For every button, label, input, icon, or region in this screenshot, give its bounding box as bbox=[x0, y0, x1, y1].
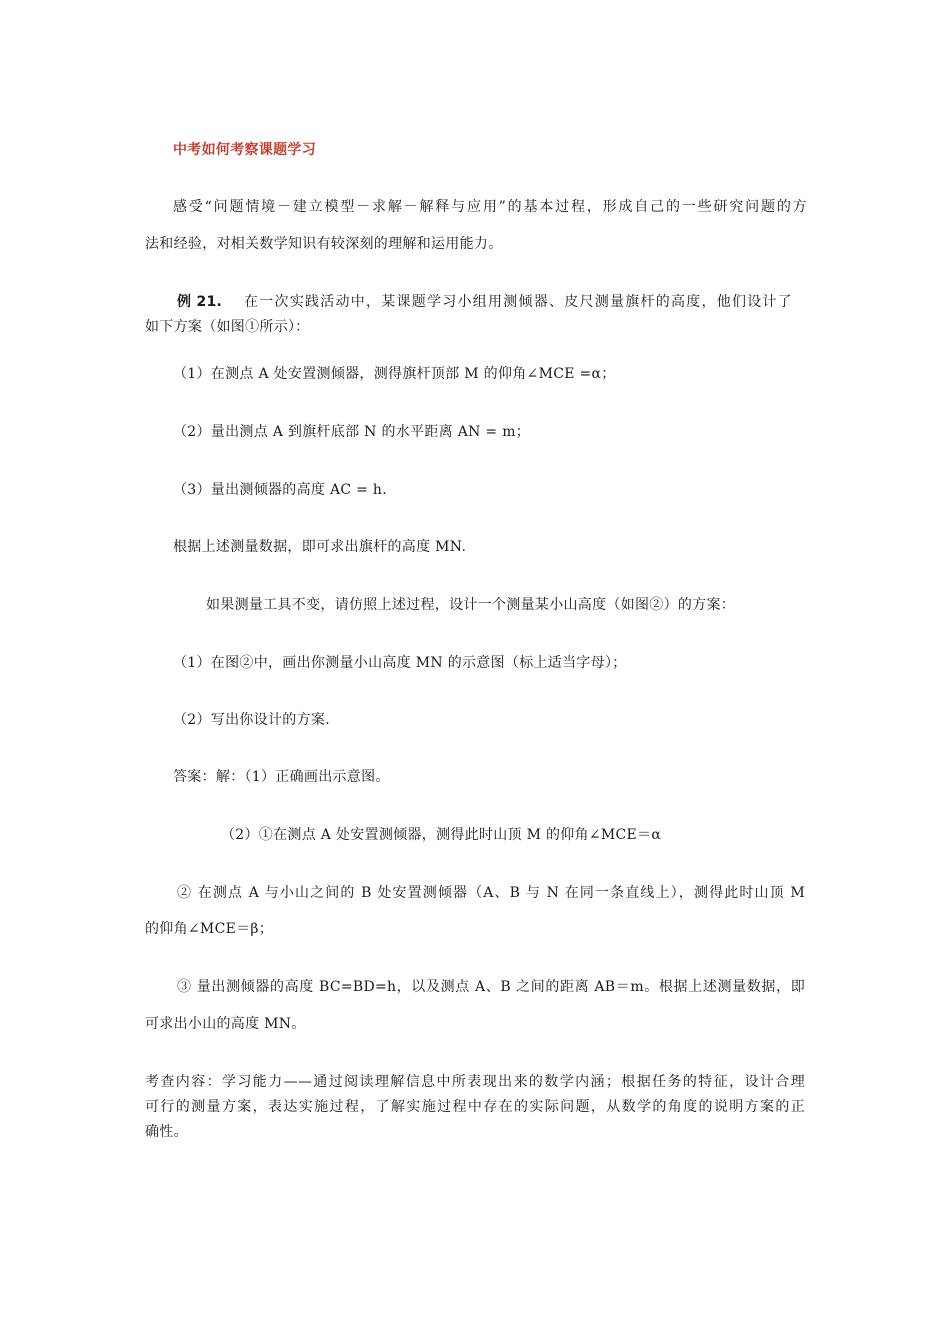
example-label: 例 21. bbox=[177, 294, 223, 310]
example-line-2: 如下方案（如图①所示）： bbox=[145, 319, 310, 335]
answer-line-1: 答案：解：（1）正确画出示意图。 bbox=[173, 769, 390, 785]
answer-line-2: （2）①在测点 A 处安置测倾器，测得此时山顶 M 的仰角∠MCE＝α bbox=[221, 827, 662, 843]
exam-content-line-3: 确性。 bbox=[145, 1124, 188, 1140]
example-task-1: （1）在图②中，画出你测量小山高度 MN 的示意图（标上适当字母）； bbox=[173, 655, 627, 671]
exam-content-line-2: 可行的测量方案，表达实施过程，了解实施过程中存在的实际问题，从数学的角度的说明方案的正 bbox=[145, 1099, 805, 1115]
document-title: 中考如何考察课题学习 bbox=[173, 142, 316, 158]
answer-line-3a: ② 在测点 A 与小山之间的 B 处安置测倾器（A、B 与 N 在同一条直线上），测得此时山顶 M bbox=[177, 885, 805, 901]
exam-content-line-1: 考查内容：学习能力——通过阅读理解信息中所表现出来的数学内涵；根据任务的特征，设计合理 bbox=[145, 1074, 805, 1090]
example-line-1: 在一次实践活动中，某课题学习小组用测倾器、皮尺测量旗杆的高度，他们设计了 bbox=[244, 294, 792, 310]
answer-line-4a: ③ 量出测倾器的高度 BC=BD=h，以及测点 A、B 之间的距离 AB＝m。根据上述测量数据，即 bbox=[177, 979, 805, 995]
intro-line-1: 感受“问题情境－建立模型－求解－解释与应用”的基本过程，形成自己的一些研究问题的方 bbox=[173, 199, 807, 215]
example-step-3: （3）量出测倾器的高度 AC = h. bbox=[173, 482, 387, 498]
answer-line-3b: 的仰角∠MCE＝β； bbox=[145, 921, 274, 937]
answer-line-4b: 可求出小山的高度 MN。 bbox=[145, 1016, 306, 1032]
example-task-2: （2）写出你设计的方案. bbox=[173, 712, 330, 728]
example-step-1: （1）在测点 A 处安置测倾器，测得旗杆顶部 M 的仰角∠MCE =α； bbox=[173, 366, 616, 382]
intro-line-2: 法和经验，对相关数学知识有较深刻的理解和运用能力。 bbox=[145, 236, 503, 252]
example-conclusion: 根据上述测量数据，即可求出旗杆的高度 MN. bbox=[173, 539, 467, 555]
example-step-2: （2）量出测点 A 到旗杆底部 N 的水平距离 AN = m； bbox=[173, 424, 531, 440]
example-question: 如果测量工具不变，请仿照上述过程，设计一个测量某小山高度（如图②）的方案： bbox=[206, 597, 736, 613]
